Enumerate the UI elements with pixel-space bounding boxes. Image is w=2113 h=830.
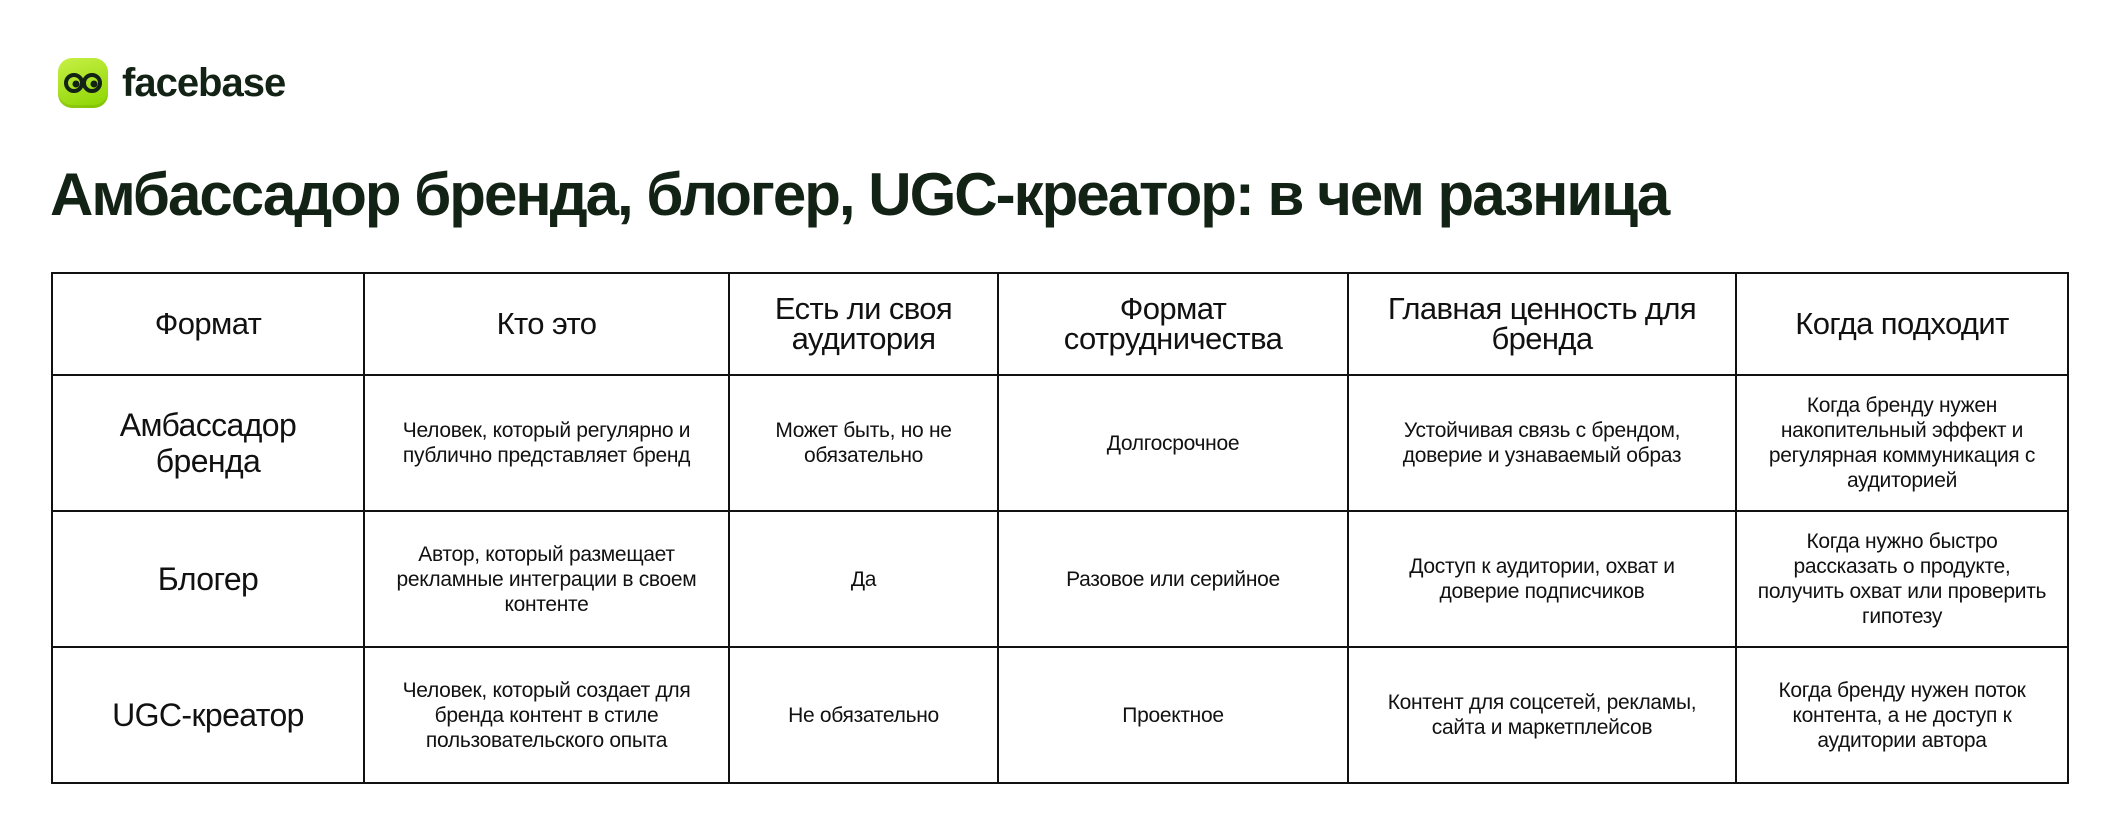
- row-value: Устойчивая связь с брендом, доверие и узнаваемый образ: [1348, 375, 1736, 511]
- header-audience: Есть ли своя аудитория: [729, 273, 998, 375]
- table-header-row: [52, 273, 2068, 375]
- row-when: Когда бренду нужен поток контента, а не доступ к аудитории автора: [1736, 647, 2068, 783]
- header-when: Когда подходит: [1736, 273, 2068, 375]
- row-audience: Может быть, но не обязательно: [729, 375, 998, 511]
- page-title: Амбассадор бренда, блогер, UGC-креатор: в чем разница: [50, 161, 1669, 228]
- row-value: Контент для соцсетей, рекламы, сайта и маркетплейсов: [1348, 647, 1736, 783]
- row-value: Доступ к аудитории, охват и доверие подписчиков: [1348, 511, 1736, 647]
- comparison-table: [51, 272, 2069, 784]
- header-cooperation: Формат сотрудничества: [998, 273, 1348, 375]
- row-cooperation: Проектное: [998, 647, 1348, 783]
- row-who: Человек, который регулярно и публично представляет бренд: [364, 375, 729, 511]
- row-cooperation: Долгосрочное: [998, 375, 1348, 511]
- row-when: Когда бренду нужен накопительный эффект и регулярная коммуникация с аудиторией: [1736, 375, 2068, 511]
- table-row: [52, 375, 2068, 511]
- header-value: Главная ценность для бренда: [1348, 273, 1736, 375]
- row-format: Блогер: [52, 511, 364, 647]
- table-row: [52, 647, 2068, 783]
- row-who: Человек, который создает для бренда контент в стиле пользовательского опыта: [364, 647, 729, 783]
- header-who: Кто это: [364, 273, 729, 375]
- row-audience: Не обязательно: [729, 647, 998, 783]
- header-format: Формат: [52, 273, 364, 375]
- eyes-icon: [58, 58, 108, 108]
- table-row: [52, 511, 2068, 647]
- brand-name: facebase: [122, 60, 286, 105]
- row-format: UGC-креатор: [52, 647, 364, 783]
- row-when: Когда нужно быстро рассказать о продукте, получить охват или проверить гипотезу: [1736, 511, 2068, 647]
- row-cooperation: Разовое или серийное: [998, 511, 1348, 647]
- brand-logo: [58, 58, 285, 108]
- row-who: Автор, который размещает рекламные интеграции в своем контенте: [364, 511, 729, 647]
- row-format: Амбассадор бренда: [52, 375, 364, 511]
- row-audience: Да: [729, 511, 998, 647]
